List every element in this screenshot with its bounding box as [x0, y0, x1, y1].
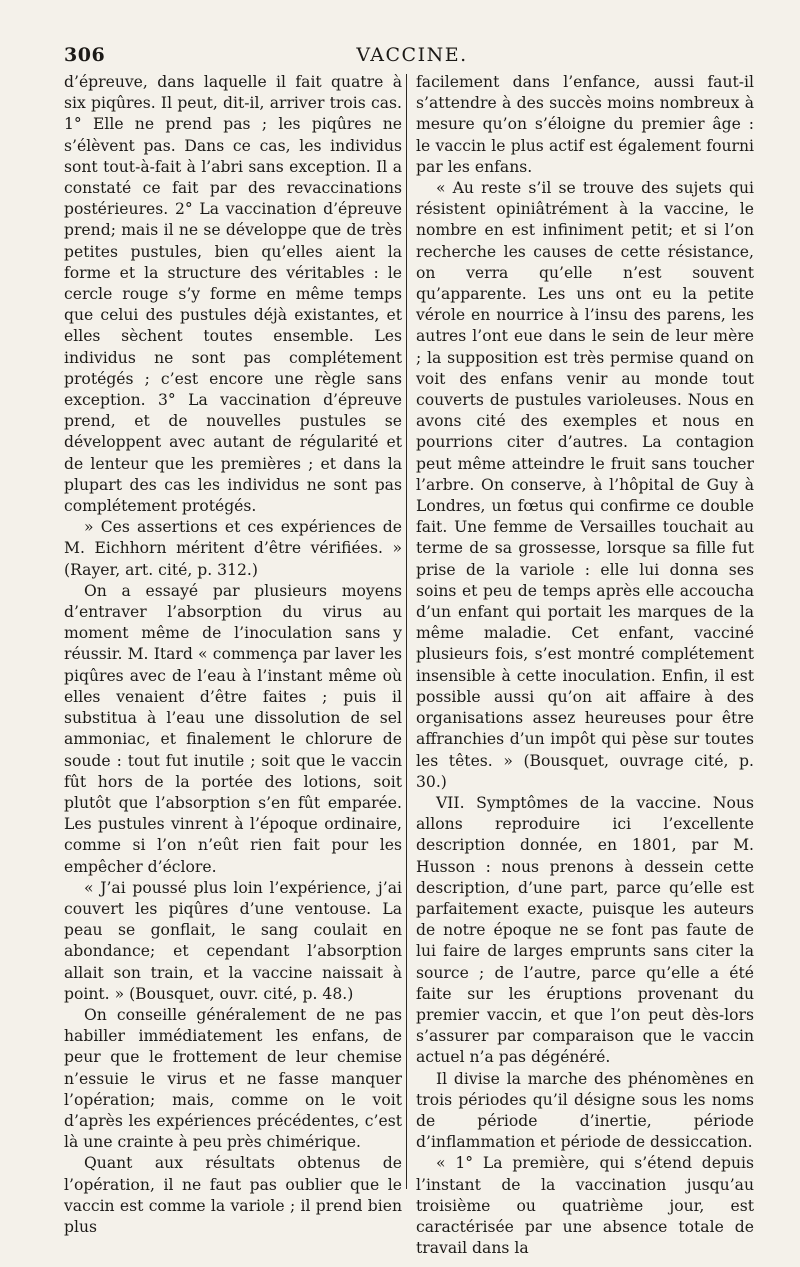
page-number: 306 [64, 44, 106, 66]
paragraph: On conseille généralement de ne pas habiller immédiatement les enfans, de peur que le frottement de leur chemise n’essuie le virus et ne fasse manquer l’opération; mais, comme on le voit d’après les expériences précédentes, c’est là une crainte à peu près chimérique. [64, 1005, 402, 1152]
page-header [64, 40, 760, 70]
running-title: VACCINE. [356, 44, 468, 66]
paragraph: » Ces assertions et ces expériences de M. Eichhorn méritent d’être vérifiées. » (Rayer, art. cité, p. 312.) [64, 518, 402, 579]
paragraph: « J’ai poussé plus loin l’expérience, j’ai couvert les piqûres d’une ventouse. La peau se gonflait, le sang coulait en abondance; et cependant l’absorption allait son train, et la vaccine naissait à point. » (Bousquet, ouvr. cité, p. 48.) [64, 878, 402, 1003]
column-divider [406, 74, 407, 1189]
paragraph: « Au reste s’il se trouve des sujets qui résistent opiniâtrément à la vaccine, le nombre en est infiniment petit; et si l’on recherche les causes de cette résistance, on verra qu’elle n’est souvent qu’apparente. Les uns ont eu la petite vérole en nourrice à l’insu des parens, les autres l’ont eue dans le sein de leur mère ; la supposition est très permise quand on voit des enfans venir au monde tout couverts de pustules varioleuses. Nous en avons cité des exemples et nous en pourrions citer d’autres. La contagion peut même atteindre le fruit sans toucher l’arbre. On conserve, à l’hôpital de Guy à Londres, un fœtus qui confirme ce double fait. Une femme de Versailles touchait au terme de sa grossesse, lorsque sa fille fut prise de la variole : elle lui donna ses soins et peu de temps après elle accoucha d’un enfant qui portait les marques de la même maladie. Cet enfant, vacciné plusieurs fois, s’est montré complétement insensible à cette inoculation. Enfin, il est possible aussi qu’on ait affaire à des organisations assez heureuses pour être affranchies d’un impôt qui pèse sur toutes les têtes. » (Bousquet, ouvrage cité, p. 30.) [416, 179, 754, 791]
paragraph: On a essayé par plusieurs moyens d’entraver l’absorption du virus au moment même de l’inoculation sans y réussir. M. Itard « commença par laver les piqûres avec de l’eau à l’instant même où elles venaient d’être faites ; puis il substitua à l’eau une dissolution de sel ammoniac, et finalement le chlorure de soude : tout fut inutile ; soit que le vaccin fût hors de la portée des lotions, soit plutôt que l’absorption s’en fût emparée. Les pustules vinrent à l’époque ordinaire, comme si l’on n’eût rien fait pour les empêcher d’éclore. [64, 581, 402, 876]
paragraph: Il divise la marche des phénomènes en trois périodes qu’il désigne sous les noms de période d’inertie, période d’inflammation et période de dessiccation. [416, 1069, 754, 1152]
paragraph: d’épreuve, dans laquelle il fait quatre à six piqûres. Il peut, dit-il, arriver trois cas. 1° Elle ne prend pas ; les piqûres ne s’élèvent pas. Dans ce cas, les individus sont tout-à-fait à l’abri sans exception. Il a constaté ce fait par des revaccinations postérieures. 2° La vaccination d’épreuve prend; mais il ne se développe que de très petites pustules, bien qu’elles aient la forme et la structure des véritables : le cercle rouge s’y forme en même temps que celui des pustules déjà existantes, et elles sèchent toutes ensemble. Les individus ne sont pas complétement protégés ; c’est encore une règle sans exception. 3° La vaccination d’épreuve prend, et de nouvelles pustules se développent avec autant de régularité et de lenteur que les premières ; et dans la plupart des cas les individus ne sont pas complétement protégés. [64, 73, 402, 516]
paragraph: Quant aux résultats obtenus de l’opération, il ne faut pas oublier que le vaccin est comme la variole ; il prend bien plus [64, 1154, 402, 1236]
right-column [416, 72, 754, 1259]
left-column [64, 72, 402, 1238]
paragraph: facilement dans l’enfance, aussi faut-il s’attendre à des succès moins nombreux à mesure qu’on s’éloigne du premier âge : le vaccin le plus actif est également fourni par les enfans. [416, 73, 754, 176]
paragraph: « 1° La première, qui s’étend depuis l’instant de la vaccination jusqu’au troisième ou quatrième jour, est caractérisée par une absence totale de travail dans la [416, 1154, 754, 1258]
section-heading-paragraph: VII. Symptômes de la vaccine. Nous allons reproduire ici l’excellente description donnée, en 1801, par M. Husson : nous prenons à dessein cette description, d’une part, parce qu’elle est parfaitement exacte, puisque les auteurs de notre époque ne se font pas faute de lui faire de larges emprunts sans citer la source ; de l’autre, parce qu’elle a été faite sur les éruptions provenant du premier vaccin, et que l’on peut dès-lors s’assurer par comparaison que le vaccin actuel n’a pas dégénéré. [416, 793, 754, 1067]
